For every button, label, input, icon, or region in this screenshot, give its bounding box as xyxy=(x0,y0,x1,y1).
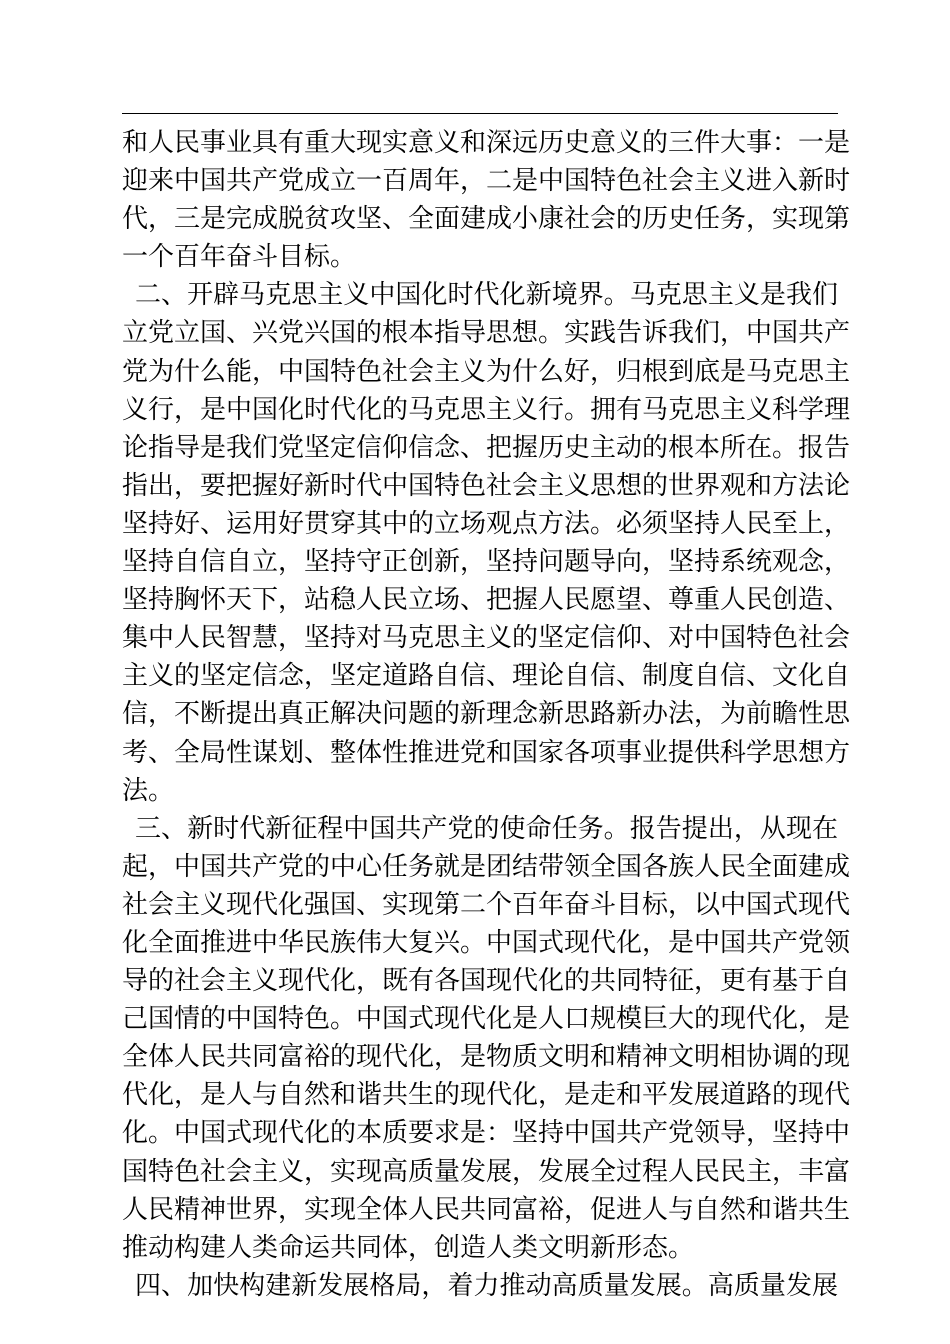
text-line: 党为什么能，中国特色社会主义为什么好，归根到底是马克思主 xyxy=(122,356,851,387)
body-text xyxy=(122,124,851,1305)
text-line: 义行，是中国化时代化的马克思主义行。拥有马克思主义科学理 xyxy=(122,394,851,425)
text-line: 论指导是我们党坚定信仰信念、把握历史主动的根本所在。报告 xyxy=(122,432,851,463)
text-line: 迎来中国共产党成立一百周年，二是中国特色社会主义进入新时 xyxy=(122,166,851,197)
text-line: 推动构建人类命运共同体，创造人类文明新形态。 xyxy=(122,1232,695,1263)
text-line: 坚持自信自立，坚持守正创新，坚持问题导向，坚持系统观念， xyxy=(122,547,851,578)
text-line: 指出，要把握好新时代中国特色社会主义思想的世界观和方法论 xyxy=(122,470,851,501)
text-line: 法。 xyxy=(122,775,175,806)
text-line: 和人民事业具有重大现实意义和深远历史意义的三件大事：一是 xyxy=(122,128,851,158)
section-heading-line: 三、新时代新征程中国共产党的使命任务。报告提出，从现在 xyxy=(135,813,838,844)
text-line: 代化，是人与自然和谐共生的现代化，是走和平发展道路的现代 xyxy=(122,1080,851,1111)
text-line: 信，不断提出真正解决问题的新理念新思路新办法，为前瞻性思 xyxy=(122,699,851,730)
text-line: 社会主义现代化强国、实现第二个百年奋斗目标，以中国式现代 xyxy=(122,889,851,920)
text-line: 主义的坚定信念，坚定道路自信、理论自信、制度自信、文化自 xyxy=(122,661,851,692)
text-line: 化。中国式现代化的本质要求是：坚持中国共产党领导，坚持中 xyxy=(122,1118,851,1149)
text-line: 坚持胸怀天下，站稳人民立场、把握人民愿望、尊重人民创造、 xyxy=(122,585,851,616)
section-heading-line: 二、开辟马克思主义中国化时代化新境界。马克思主义是我们 xyxy=(135,280,838,311)
section-heading-line: 四、加快构建新发展格局，着力推动高质量发展。高质量发展 xyxy=(135,1270,838,1301)
text-line: 导的社会主义现代化，既有各国现代化的共同特征，更有基于自 xyxy=(122,966,851,997)
text-line: 代，三是完成脱贫攻坚、全面建成小康社会的历史任务，实现第 xyxy=(122,204,851,235)
text-line: 全体人民共同富裕的现代化，是物质文明和精神文明相协调的现 xyxy=(122,1042,851,1073)
text-line: 起，中国共产党的中心任务就是团结带领全国各族人民全面建成 xyxy=(122,851,851,882)
text-line: 坚持好、运用好贯穿其中的立场观点方法。必须坚持人民至上， xyxy=(122,508,851,539)
text-line: 人民精神世界，实现全体人民共同富裕，促进人与自然和谐共生 xyxy=(122,1194,851,1225)
text-line: 立党立国、兴党兴国的根本指导思想。实践告诉我们，中国共产 xyxy=(122,318,851,349)
header-rule xyxy=(122,113,838,114)
text-line: 集中人民智慧，坚持对马克思主义的坚定信仰、对中国特色社会 xyxy=(122,623,851,654)
text-line: 考、全局性谋划、整体性推进党和国家各项事业提供科学思想方 xyxy=(122,737,851,768)
text-line: 国特色社会主义，实现高质量发展，发展全过程人民民主，丰富 xyxy=(122,1156,851,1187)
text-line: 一个百年奋斗目标。 xyxy=(122,242,357,273)
text-line: 己国情的中国特色。中国式现代化是人口规模巨大的现代化，是 xyxy=(122,1004,851,1035)
text-line: 化全面推进中华民族伟大复兴。中国式现代化，是中国共产党领 xyxy=(122,927,851,958)
